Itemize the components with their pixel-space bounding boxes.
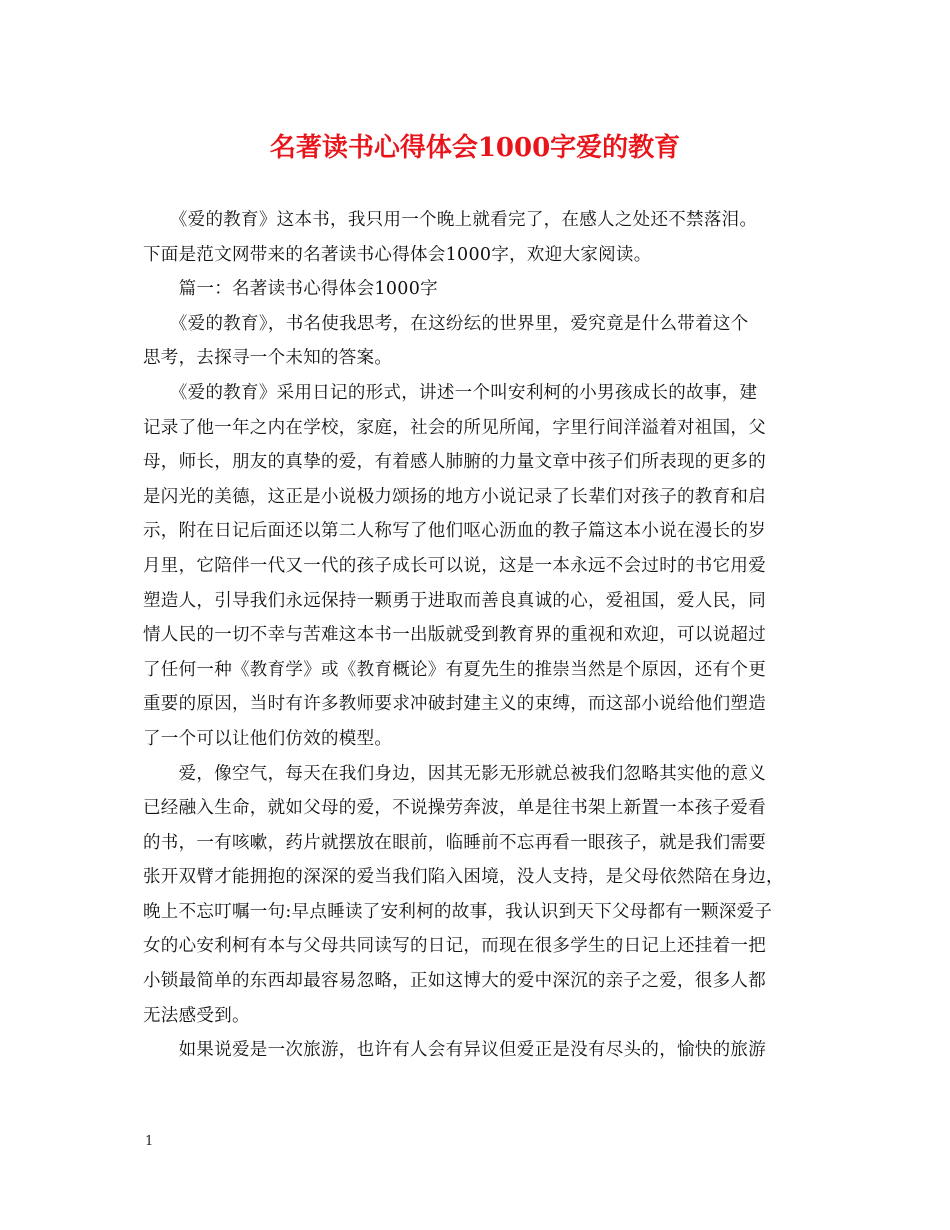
text-line: 如果说爱是一次旅游，也许有人会有异议但爱正是没有尽头的，愉快的旅游 — [143, 1040, 766, 1061]
text-line: 情人民的一切不幸与苦难这本书一出版就受到教育界的重视和欢迎，可以说超过 — [143, 625, 766, 646]
text-line: 思考，去探寻一个未知的答案。 — [143, 348, 393, 369]
text-line: 记录了他一年之内在学校，家庭，社会的所见所闻，字里行间洋溢着对祖国，父 — [143, 417, 766, 438]
text-line: 塑造人，引导我们永远保持一颗勇于进取而善良真诚的心，爱祖国，爱人民，同 — [143, 590, 766, 611]
text-line: 《爱的教育》，书名使我思考，在这纷纭的世界里，爱究竟是什么带着这个 — [143, 313, 749, 334]
text-line: 《爱的教育》采用日记的形式，讲述一个叫安利柯的小男孩成长的故事，建 — [143, 382, 758, 403]
text-line: 了任何一种《教育学》或《教育概论》有夏先生的推崇当然是个原因，还有个更 — [143, 659, 766, 680]
page-number: 1 — [145, 1134, 154, 1149]
text-line: 小锁最简单的东西却最容易忽略，正如这博大的爱中深沉的亲子之爱，很多人都 — [143, 971, 766, 992]
text-line: 月里，它陪伴一代又一代的孩子成长可以说，这是一本永远不会过时的书它用爱 — [143, 555, 766, 576]
text-line: 重要的原因，当时有许多教师要求冲破封建主义的束缚，而这部小说给他们塑造 — [143, 694, 766, 715]
body-lines — [143, 203, 821, 1068]
text-line: 女的心安利柯有本与父母共同读写的日记，而现在很多学生的日记上还挂着一把 — [143, 936, 766, 957]
text-line: 张开双臂才能拥抱的深深的爱当我们陷入困境，没人支持，是父母依然陪在身边， — [143, 867, 784, 888]
text-line: 篇一：名著读书心得体会1000字 — [143, 279, 438, 300]
text-line: 爱，像空气，每天在我们身边，因其无影无形就总被我们忽略其实他的意义 — [143, 763, 766, 784]
text-line: 了一个可以让他们仿效的模型。 — [143, 728, 393, 749]
text-line: 无法感受到。 — [143, 1005, 250, 1026]
text-line: 下面是范文网带来的名著读书心得体会1000字，欢迎大家阅读。 — [143, 244, 652, 265]
text-line: 是闪光的美德，这正是小说极力颂扬的地方小说记录了长辈们对孩子的教育和启 — [143, 486, 766, 507]
text-line: 已经融入生命，就如父母的爱，不说操劳奔波，单是往书架上新置一本孩子爱看 — [143, 798, 766, 819]
document-body — [143, 203, 821, 1068]
text-line: 《爱的教育》这本书，我只用一个晚上就看完了，在感人之处还不禁落泪。 — [143, 210, 758, 230]
document-title: 名著读书心得体会1000字爱的教育 — [269, 133, 681, 163]
text-line: 示，附在日记后面还以第二人称写了他们呕心沥血的教子篇这本小说在漫长的岁 — [143, 521, 766, 542]
text-line: 晚上不忘叮嘱一句:早点睡读了安利柯的故事，我认识到天下父母都有一颗深爱子 — [143, 901, 773, 922]
text-line: 的书，一有咳嗽，药片就摆放在眼前，临睡前不忘再看一眼孩子，就是我们需要 — [143, 832, 766, 853]
text-line: 母，师长，朋友的真挚的爱，有着感人肺腑的力量文章中孩子们所表现的更多的 — [143, 452, 766, 473]
